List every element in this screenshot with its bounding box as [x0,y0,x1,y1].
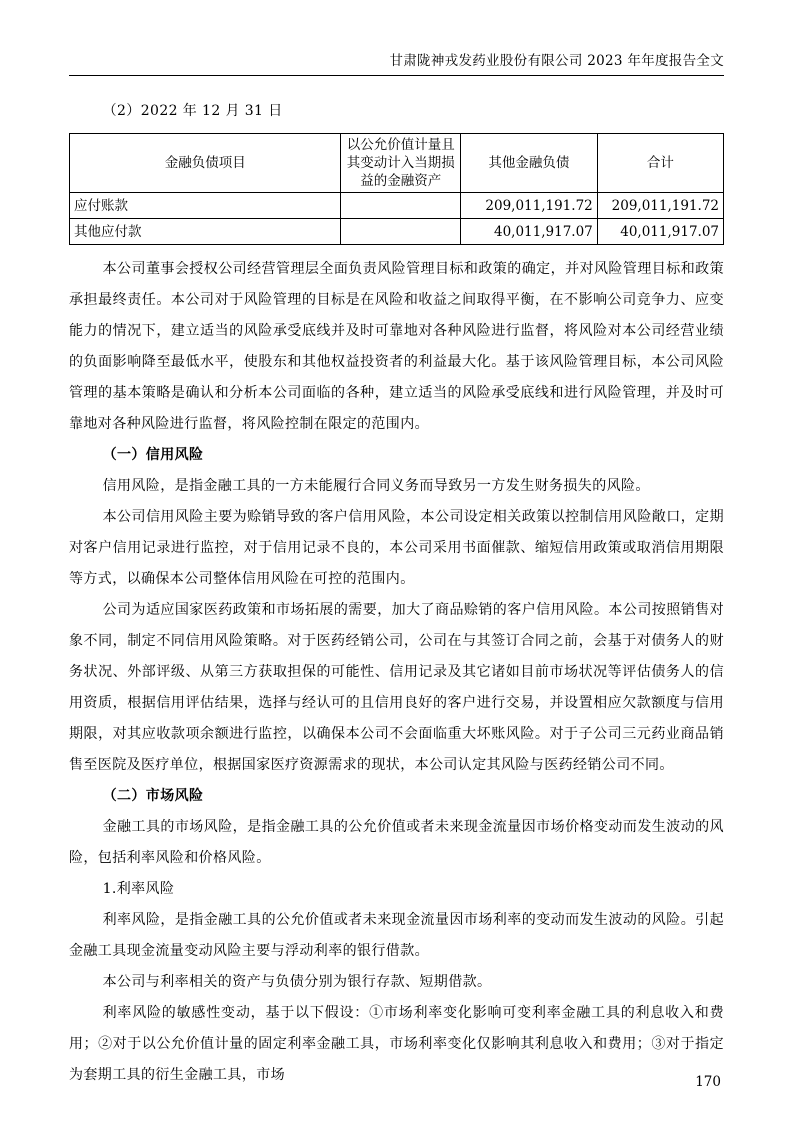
paragraph-credit-risk-definition: 信用风险，是指金融工具的一方未能履行合同义务而导致另一方发生财务损失的风险。 [102,478,650,494]
row-total-value: 209,011,191.72 [597,193,723,219]
table-row [70,219,724,245]
heading-market-risk: （二）市场风险 [102,788,204,804]
paragraph-credit-risk-policy: 本公司信用风险主要为赊销导致的客户信用风险，本公司设定相关政策以控制信用风险敞口，定期对客户信用记录进行监控，对于信用记录不良的，本公司采用书面催款、缩短信用政策或取消信用期限等方式，以确保本公司整体信用风险在可控的范围内。 [69,509,724,587]
page-content [69,98,724,1091]
table-row [70,193,724,219]
paragraph-risk-management-overview: 本公司董事会授权公司经营管理层全面负责风险管理目标和政策的确定，并对风险管理目标和政策承担最终责任。本公司对于风险管理的目标是在风险和收益之间取得平衡，在不影响公司竞争力、应变能力的情况下，建立适当的风险承受底线并及时可靠地对各种风险进行监督，将风险对本公司经营业绩的负面影响降至最低水平，使股东和其他权益投资者的利益最大化。基于该风险管理目标，本公司风险管理的基本策略是确认和分析本公司面临的各种，建立适当的风险承受底线和进行风险管理，并及时可靠地对各种风险进行监督，将风险控制在限定的范围内。 [69,261,724,432]
table-header-item: 金融负债项目 [70,134,341,193]
row-other-value: 40,011,917.07 [461,219,598,245]
table-header-row [70,134,724,193]
heading-credit-risk: （一）信用风险 [102,447,204,463]
row-other-value: 209,011,191.72 [461,193,598,219]
page-header [69,52,724,76]
subheading-interest-rate-risk: 1.利率风险 [102,881,175,897]
row-fvtpl-value [341,193,461,219]
table-header-fvtpl: 以公允价值计量且其变动计入当期损益的金融资产 [341,134,461,193]
table-header-total: 合计 [597,134,723,193]
section-label: （2）2022 年 12 月 31 日 [102,103,283,119]
financial-liabilities-table [69,133,724,245]
paragraph-market-risk-definition: 金融工具的市场风险，是指金融工具的公允价值或者未来现金流量因市场价格变动而发生波动的风险，包括利率风险和价格风险。 [69,819,724,866]
page-number: 170 [695,1074,721,1090]
report-title: 甘肃陇神戎发药业股份有限公司 2023 年年度报告全文 [389,53,724,69]
row-total-value: 40,011,917.07 [597,219,723,245]
paragraph-credit-risk-strategy: 公司为适应国家医药政策和市场拓展的需要，加大了商品赊销的客户信用风险。本公司按照销售对象不同，制定不同信用风险策略。对于医药经销公司，公司在与其签订合同之前，会基于对债务人的财务状况、外部评级、从第三方获取担保的可能性、信用记录及其它诸如目前市场状况等评估债务人的信用资质，根据信用评估结果，选择与经认可的且信用良好的客户进行交易，并设置相应欠款额度与信用期限，对其应收款项余额进行监控，以确保本公司不会面临重大坏账风险。对于子公司三元药业商品销售至医院及医疗单位，根据国家医疗资源需求的现状，本公司认定其风险与医药经销公司不同。 [69,602,724,773]
paragraph-interest-rate-assets: 本公司与利率相关的资产与负债分别为银行存款、短期借款。 [102,974,492,990]
header-divider [69,75,724,76]
paragraph-interest-rate-risk-definition: 利率风险，是指金融工具的公允价值或者未来现金流量因市场利率的变动而发生波动的风险。引起金融工具现金流量变动风险主要与浮动利率的银行借款。 [69,912,724,959]
paragraph-interest-rate-sensitivity: 利率风险的敏感性变动，基于以下假设：①市场利率变化影响可变利率金融工具的利息收入和费用；②对于以公允价值计量的固定利率金融工具，市场利率变化仅影响其利息收入和费用；③对于指定为套期工具的衍生金融工具，市场 [69,1005,724,1083]
row-fvtpl-value [341,219,461,245]
table-header-other: 其他金融负债 [461,134,598,193]
row-item-label: 应付账款 [70,193,341,219]
row-item-label: 其他应付款 [70,219,341,245]
